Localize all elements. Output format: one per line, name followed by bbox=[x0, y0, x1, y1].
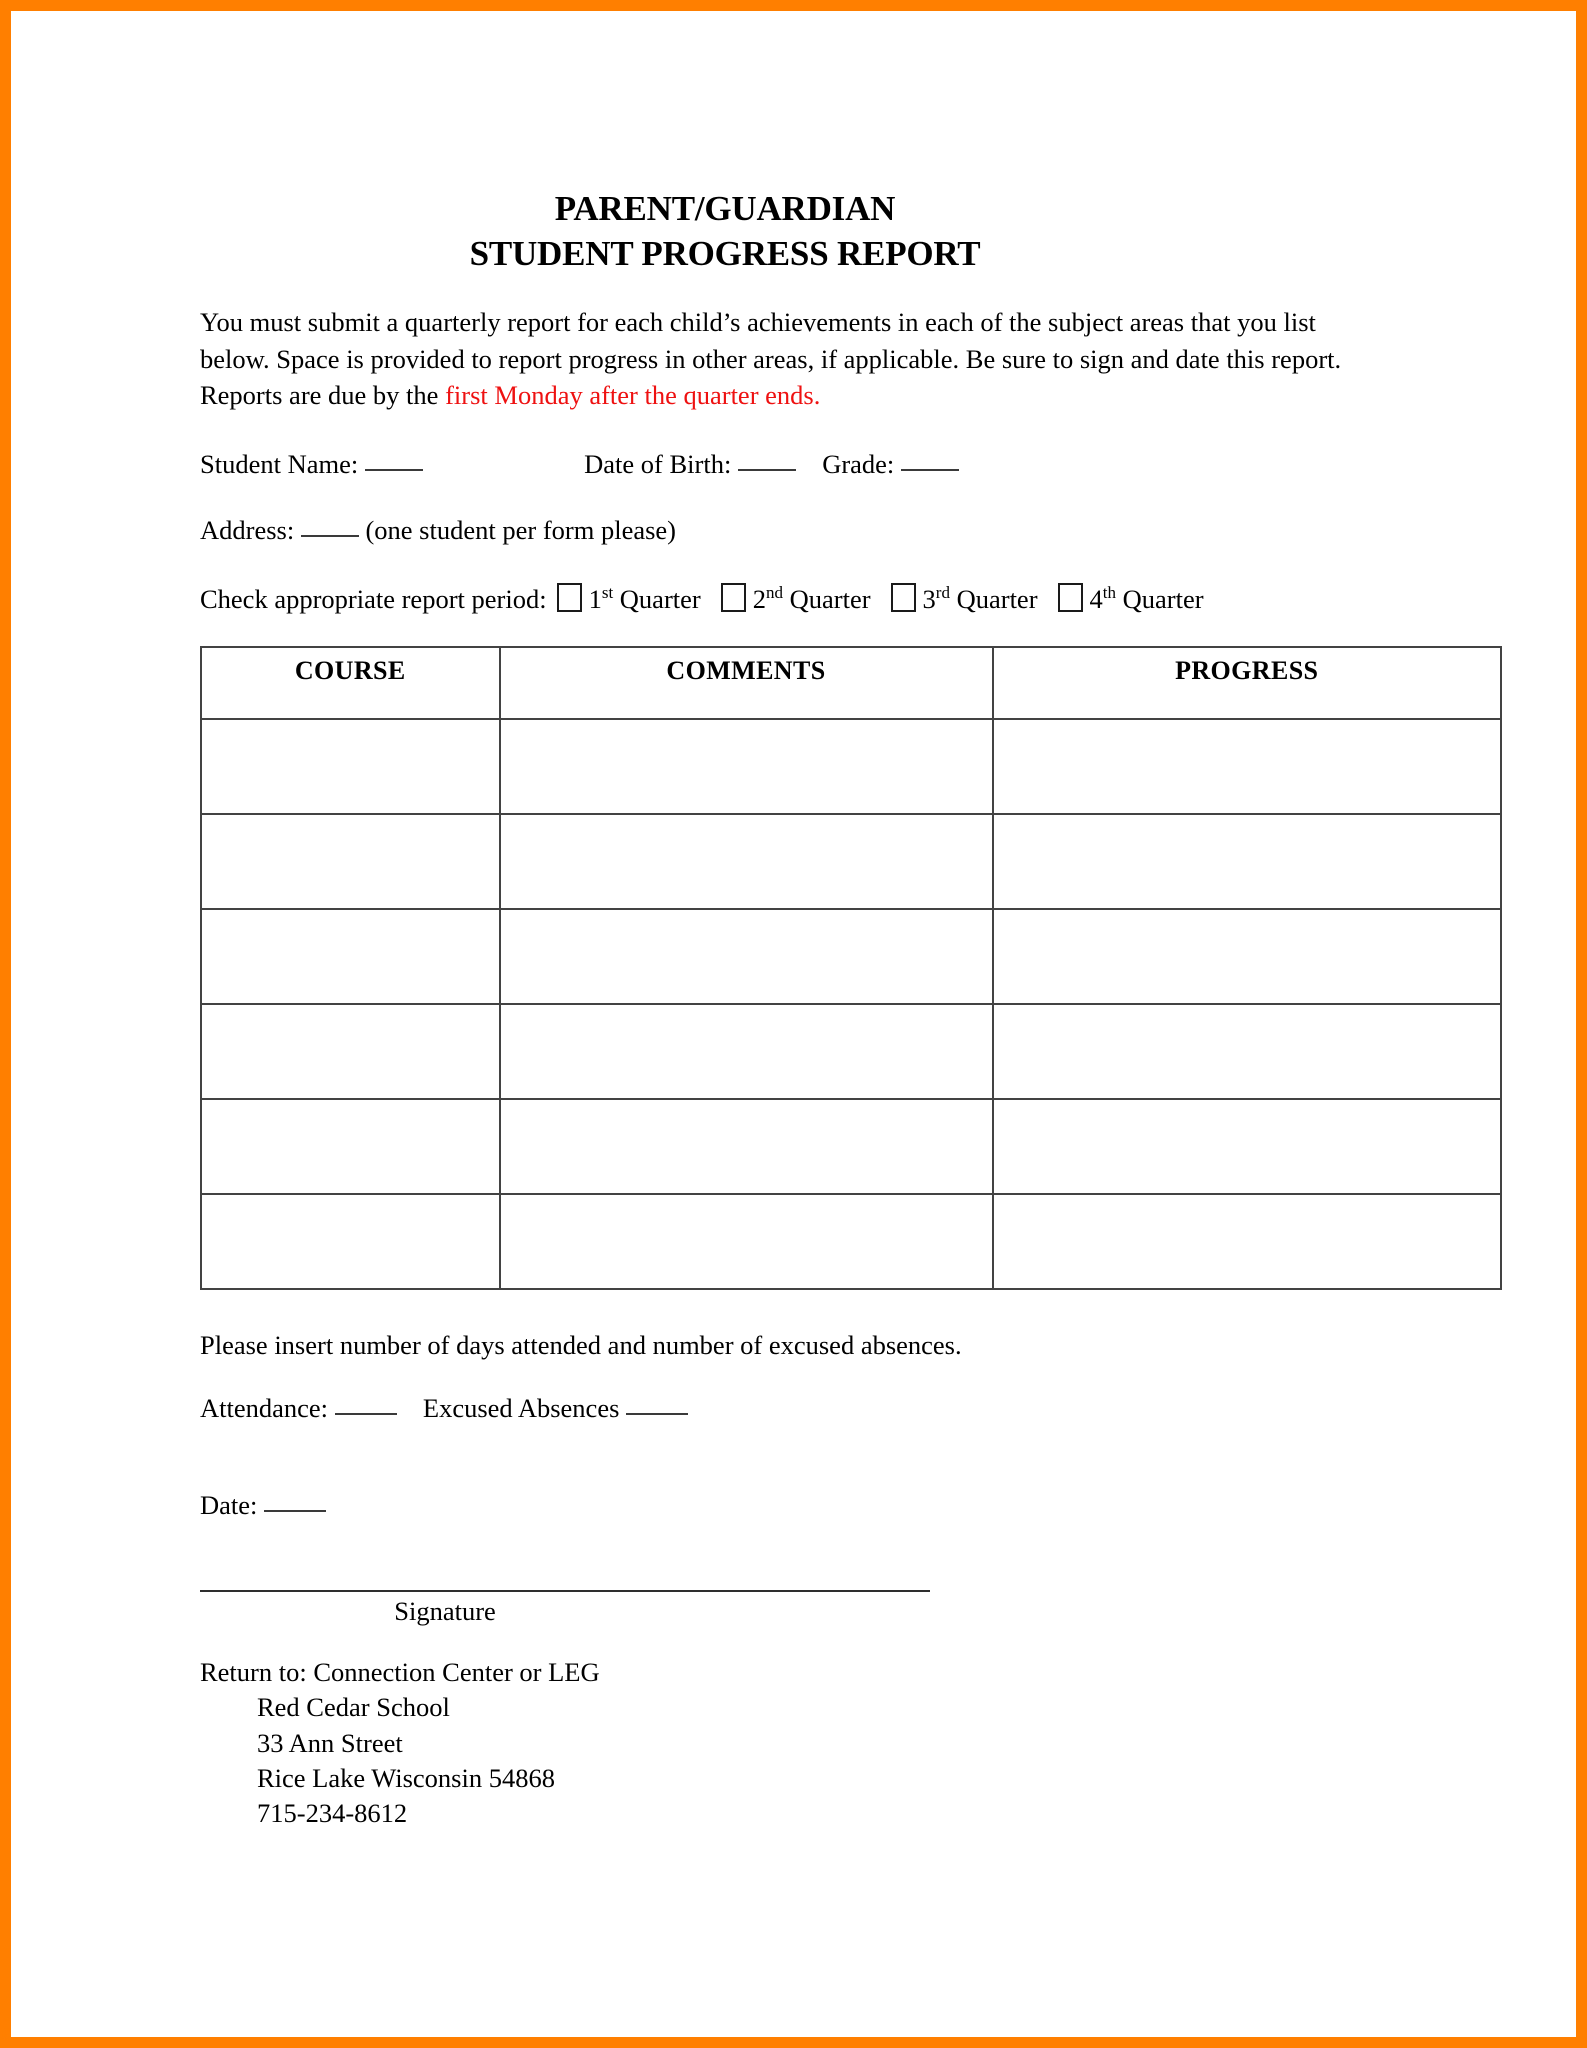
cell-progress[interactable] bbox=[993, 1194, 1502, 1289]
address-label: Address: bbox=[200, 515, 295, 546]
excused-absences-input[interactable] bbox=[626, 1413, 688, 1415]
cell-comments[interactable] bbox=[500, 1099, 993, 1194]
intro-paragraph bbox=[200, 304, 1344, 414]
quarter-2-label: Quarter bbox=[789, 583, 871, 614]
intro-text: You must submit a quarterly report for each child’s achievements in each of the subject areas that you list below. Space is provided to report progress in other areas, if applicable. Be sure to sign and date this report. Reports are due by the bbox=[200, 307, 1342, 411]
checkbox-quarter-4[interactable] bbox=[1058, 583, 1083, 612]
quarter-3-label: Quarter bbox=[956, 583, 1038, 614]
page-title-line-1: PARENT/GUARDIAN bbox=[554, 189, 896, 228]
cell-course[interactable] bbox=[201, 814, 500, 909]
quarter-3-ordinal: rd bbox=[935, 583, 950, 603]
cell-comments[interactable] bbox=[500, 719, 993, 814]
address-input[interactable] bbox=[301, 535, 359, 537]
date-of-birth-input[interactable] bbox=[738, 469, 796, 471]
table-row bbox=[201, 1194, 1501, 1289]
cell-progress[interactable] bbox=[993, 1099, 1502, 1194]
student-identity-row bbox=[200, 447, 1400, 481]
return-to-line: Return to: Connection Center or LEG bbox=[200, 1657, 600, 1688]
quarter-4-ordinal: th bbox=[1102, 583, 1117, 603]
school-name-line: Red Cedar School bbox=[257, 1692, 450, 1723]
cell-course[interactable] bbox=[201, 909, 500, 1004]
signature-line[interactable] bbox=[200, 1590, 930, 1592]
quarter-4-number: 4 bbox=[1089, 583, 1103, 614]
checkbox-quarter-3[interactable] bbox=[891, 583, 916, 612]
quarter-4-label: Quarter bbox=[1122, 583, 1204, 614]
progress-table bbox=[200, 646, 1502, 1290]
cell-comments[interactable] bbox=[500, 1194, 993, 1289]
address-row bbox=[200, 513, 1400, 547]
table-row bbox=[201, 1004, 1501, 1099]
cell-comments[interactable] bbox=[500, 1004, 993, 1099]
quarter-1-ordinal: st bbox=[601, 583, 614, 603]
cell-course[interactable] bbox=[201, 1004, 500, 1099]
cell-comments[interactable] bbox=[500, 909, 993, 1004]
attendance-row bbox=[200, 1391, 1400, 1425]
checkbox-quarter-1[interactable] bbox=[557, 583, 582, 612]
date-row bbox=[200, 1488, 1400, 1522]
table-row bbox=[201, 1099, 1501, 1194]
column-header-comments: COMMENTS bbox=[500, 647, 993, 719]
quarter-2-ordinal: nd bbox=[765, 583, 783, 603]
quarter-1-label: Quarter bbox=[619, 583, 701, 614]
attendance-label: Attendance: bbox=[200, 1393, 329, 1424]
quarter-2-number: 2 bbox=[752, 583, 766, 614]
cell-comments[interactable] bbox=[500, 814, 993, 909]
address-note: (one student per form please) bbox=[365, 515, 676, 546]
table-row bbox=[201, 814, 1501, 909]
grade-input[interactable] bbox=[901, 469, 959, 471]
document-sheet bbox=[22, 11, 1567, 2037]
cell-course[interactable] bbox=[201, 1194, 500, 1289]
excused-absences-label: Excused Absences bbox=[422, 1393, 620, 1424]
attendance-input[interactable] bbox=[335, 1413, 397, 1415]
attendance-instruction: Please insert number of days attended and number of excused absences. bbox=[200, 1330, 962, 1361]
cell-progress[interactable] bbox=[993, 719, 1502, 814]
student-name-input[interactable] bbox=[365, 469, 423, 471]
table-row bbox=[201, 909, 1501, 1004]
street-address-line: 33 Ann Street bbox=[257, 1727, 403, 1758]
student-name-label: Student Name: bbox=[200, 448, 359, 479]
city-state-zip-line: Rice Lake Wisconsin 54868 bbox=[257, 1762, 555, 1793]
date-of-birth-label: Date of Birth: bbox=[584, 448, 732, 479]
page-title-line-2: STUDENT PROGRESS REPORT bbox=[469, 234, 981, 274]
checkbox-quarter-2[interactable] bbox=[721, 583, 746, 612]
signature-block bbox=[200, 1590, 930, 1627]
grade-label: Grade: bbox=[822, 448, 895, 479]
cell-course[interactable] bbox=[201, 719, 500, 814]
intro-deadline-emphasis: first Monday after the quarter ends. bbox=[445, 380, 821, 411]
report-period-label: Check appropriate report period: bbox=[200, 583, 547, 614]
column-header-progress: PROGRESS bbox=[993, 647, 1502, 719]
form-content bbox=[200, 186, 1400, 1831]
date-label: Date: bbox=[200, 1489, 258, 1520]
column-header-course: COURSE bbox=[201, 647, 500, 719]
date-input[interactable] bbox=[264, 1510, 326, 1512]
quarter-1-number: 1 bbox=[588, 583, 602, 614]
table-header-row bbox=[201, 647, 1501, 719]
signature-label: Signature bbox=[394, 1596, 496, 1627]
report-period-row bbox=[200, 582, 1400, 616]
cell-course[interactable] bbox=[201, 1099, 500, 1194]
cell-progress[interactable] bbox=[993, 814, 1502, 909]
table-row bbox=[201, 719, 1501, 814]
quarter-3-number: 3 bbox=[922, 583, 936, 614]
return-address-block bbox=[200, 1655, 1400, 1831]
cell-progress[interactable] bbox=[993, 1004, 1502, 1099]
cell-progress[interactable] bbox=[993, 909, 1502, 1004]
phone-number-line: 715-234-8612 bbox=[257, 1798, 408, 1829]
